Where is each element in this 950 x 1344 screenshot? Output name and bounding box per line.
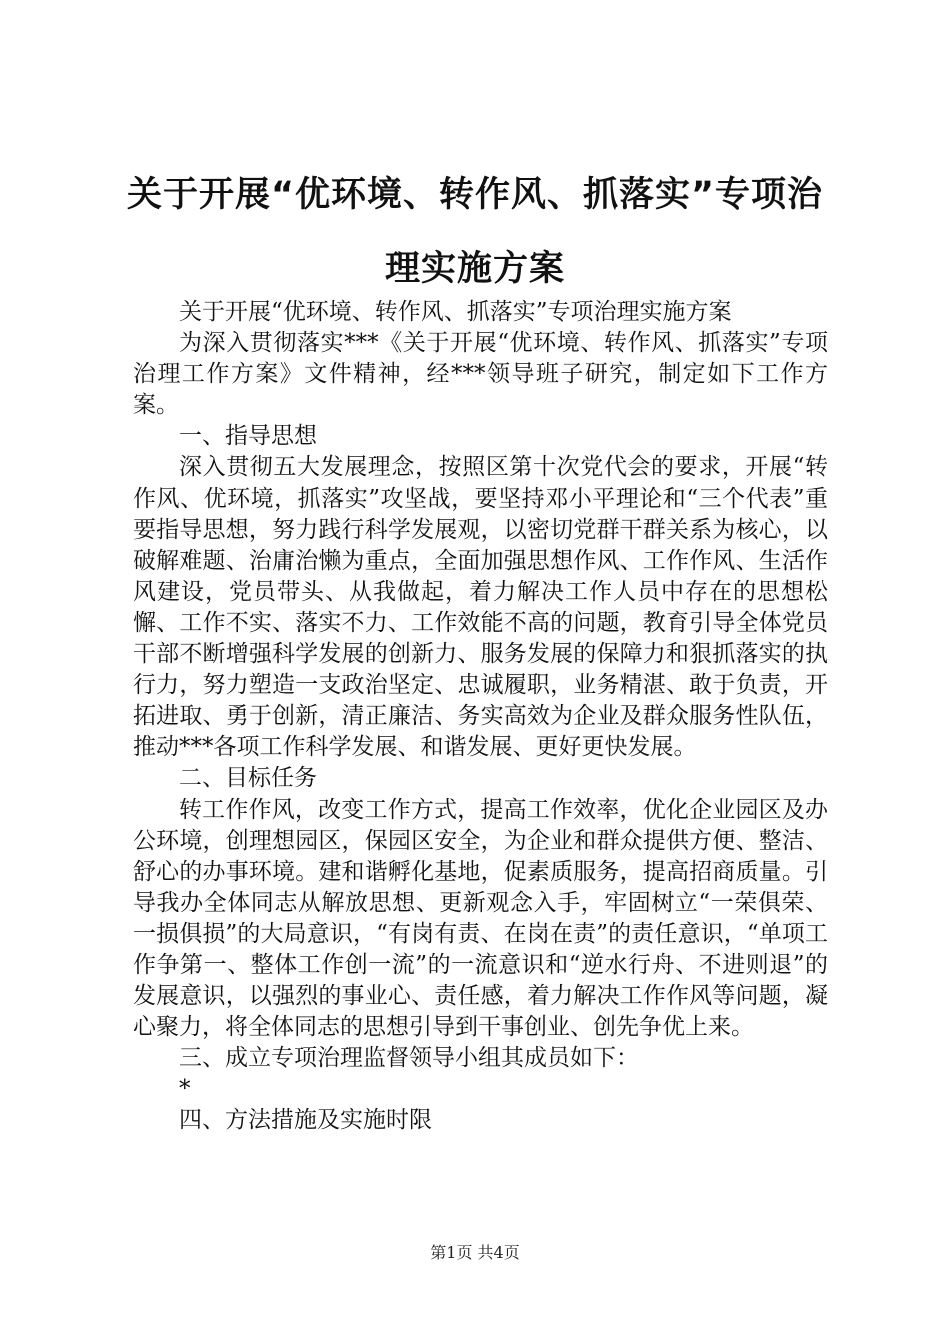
document-title <box>100 158 850 306</box>
section-heading-methods: 四、方法措施及实施时限 <box>179 1107 432 1134</box>
title-line-2: 理实施方案 <box>384 249 565 289</box>
page-indicator: 第1页 共4页 <box>430 1243 520 1262</box>
section-heading-leadership-group: 三、成立专项治理监督领导小组其成员如下： <box>179 1045 639 1072</box>
section-heading-goals: 二、目标任务 <box>179 765 317 792</box>
goals-paragraph: 转工作作风，改变工作方式，提高工作效率，优化企业园区及办公环境，创理想园区，保园区安全，为企业和群众提供方便、整洁、舒心的办事环境。建和谐孵化基地，促素质服务，提高招商质量。引导我办全体同志从解放思想、更新观念入手，牢固树立“一荣俱荣、一损俱损”的大局意识，“有岗有责、在岗在责”的责任意识，“单项工作争第一、整体工作创一流”的一流意识和“逆水行舟、不进则退”的发展意识，以强烈的事业心、责任感，着力解决工作作风等问题，凝心聚力，将全体同志的思想引导到干事创业、创先争优上来。 <box>133 796 828 1041</box>
document-body <box>133 297 828 1137</box>
guiding-ideology-paragraph: 深入贯彻五大发展理念，按照区第十次党代会的要求，开展“转作风、优环境，抓落实”攻坚战，要坚持邓小平理论和“三个代表”重要指导思想，努力践行科学发展观，以密切党群干群关系为核心，以破解难题、治庸治懒为重点，全面加强思想作风、工作作风、生活作风建设，党员带头、从我做起，着力解决工作人员中存在的思想松懈、工作不实、落实不力、工作效能不高的问题，教育引导全体党员干部不断增强科学发展的创新力、服务发展的保障力和狠抓落实的执行力，努力塑造一支政治坚定、忠诚履职，业务精湛、敢于负责，开拓进取、勇于创新，清正廉洁、务实高效为企业及群众服务性队伍，推动***各项工作科学发展、和谐发展、更好更快发展。 <box>133 454 828 761</box>
placeholder-asterisk: * <box>179 1076 191 1103</box>
subtitle-paragraph: 关于开展“优环境、转作风、抓落实”专项治理实施方案 <box>179 299 732 325</box>
title-line-1: 关于开展“优环境、转作风、抓落实”专项治 <box>126 175 823 215</box>
intro-paragraph: 为深入贯彻落实***《关于开展“优环境、转作风、抓落实”专项治理工作方案》文件精神，经***领导班子研究，制定如下工作方案。 <box>133 330 828 419</box>
section-heading-guiding-ideology: 一、指导思想 <box>179 423 317 450</box>
